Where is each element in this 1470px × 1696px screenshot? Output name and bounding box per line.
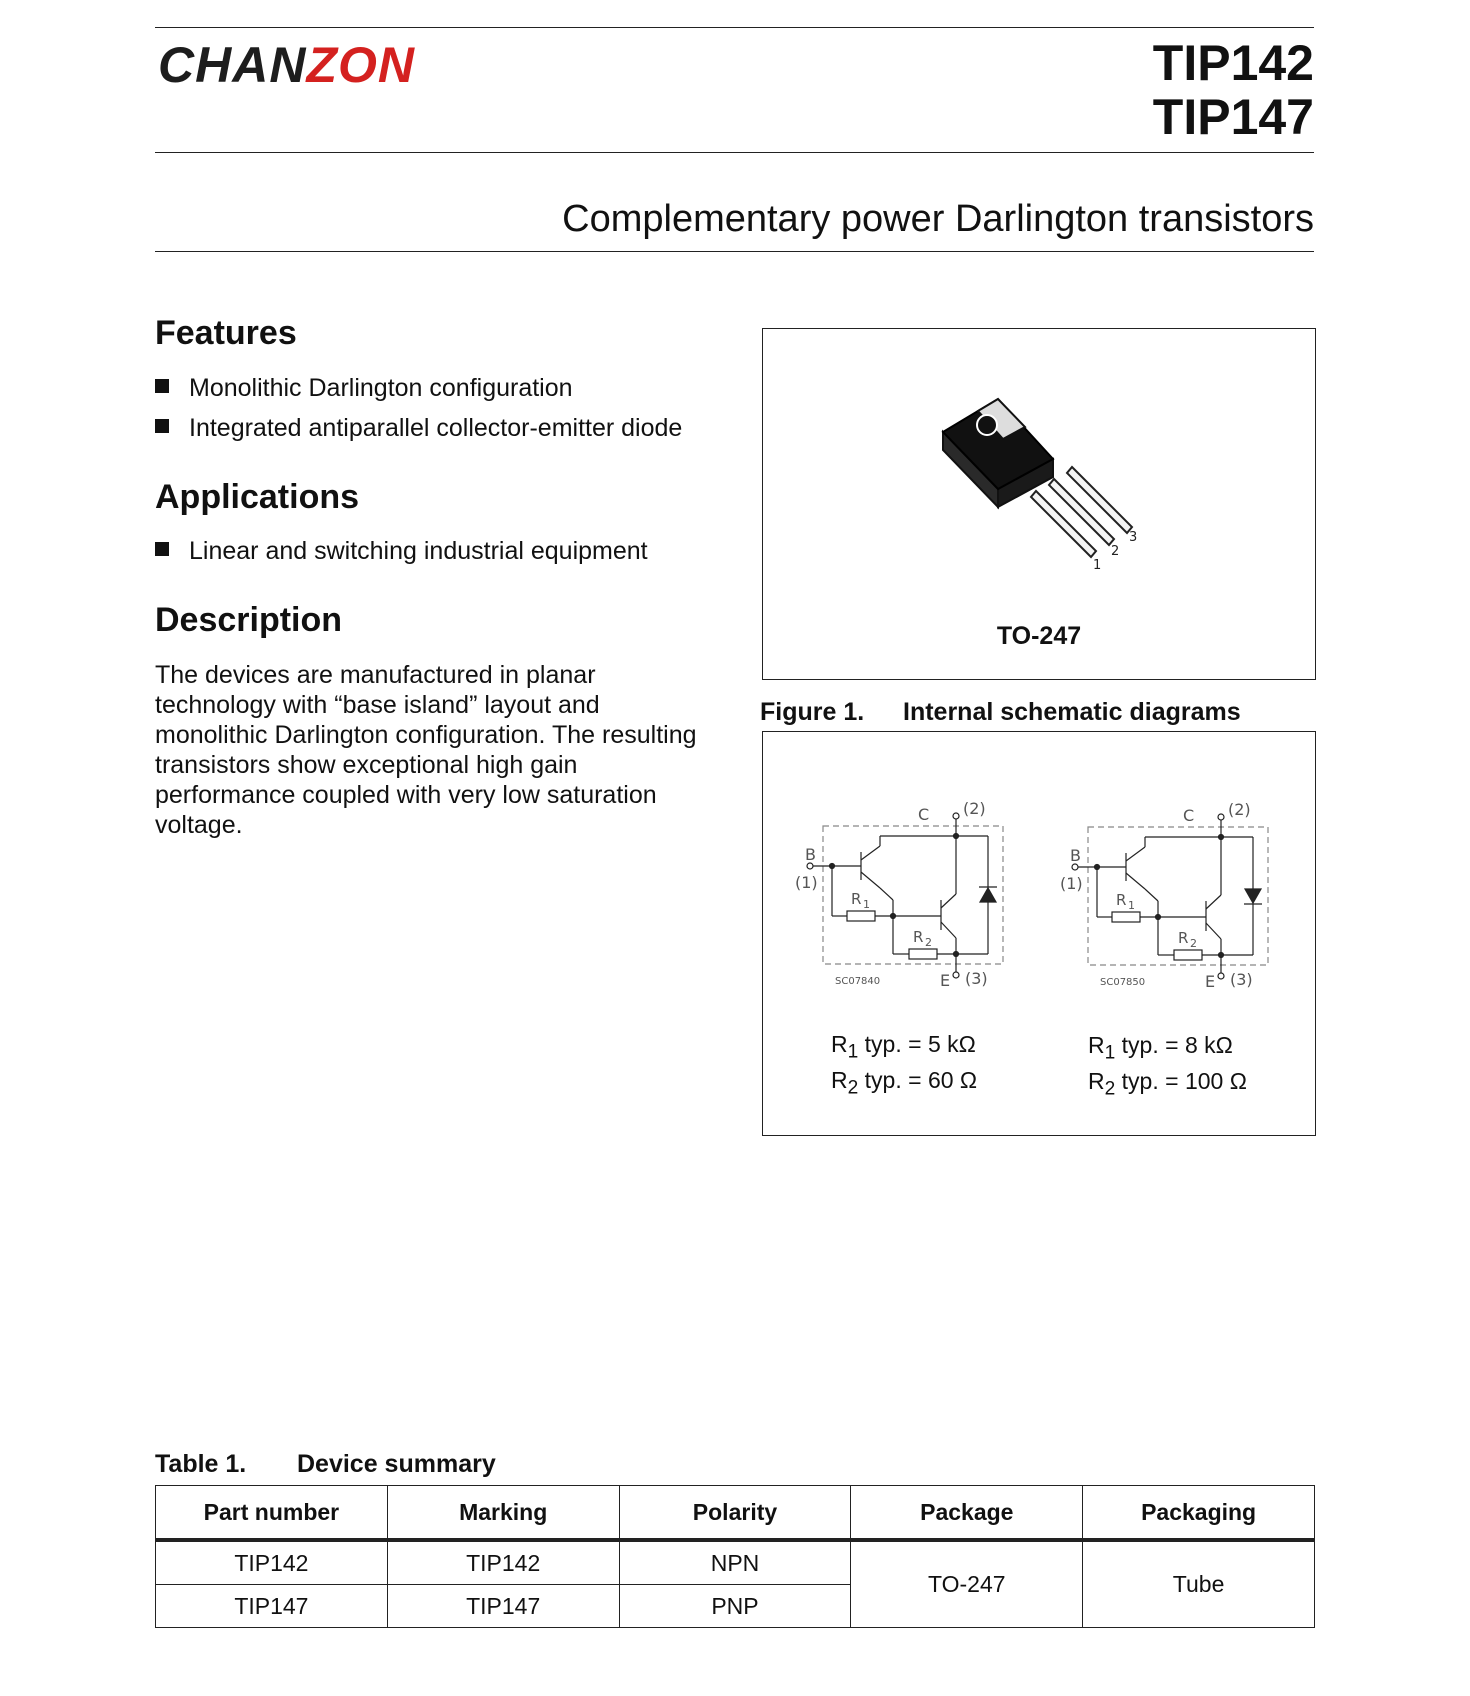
cell-marking: TIP147	[387, 1585, 619, 1628]
svg-text:(1): (1)	[1060, 874, 1083, 893]
cell-part: TIP147	[156, 1585, 388, 1628]
part-number-2: TIP147	[1152, 89, 1314, 145]
description-heading: Description	[155, 601, 343, 639]
r1-value-npn: $R_1$ typ. = 5 kΩ	[831, 1031, 976, 1063]
feature-item: Integrated antiparallel collector-emitter diode	[155, 414, 682, 443]
table-row	[156, 1540, 1315, 1585]
applications-heading: Applications	[155, 478, 360, 516]
r2-value-npn: $R_2$ typ. = 60 Ω	[831, 1067, 978, 1099]
top-rule	[155, 27, 1314, 28]
svg-text:2: 2	[925, 936, 932, 949]
svg-text:B: B	[1070, 846, 1081, 865]
figure-caption: Figure 1. Internal schematic diagrams	[760, 698, 1241, 726]
feature-item: Monolithic Darlington configuration	[155, 374, 573, 403]
cell-marking: TIP142	[387, 1540, 619, 1585]
cell-packaging: Tube	[1083, 1540, 1315, 1628]
header-rule	[155, 152, 1314, 153]
cell-package: TO-247	[851, 1540, 1083, 1628]
svg-text:C: C	[918, 805, 930, 824]
svg-text:R: R	[851, 890, 862, 908]
header-part-number: Part number	[156, 1486, 388, 1541]
header-package: Package	[851, 1486, 1083, 1541]
darlington-schematic-pnp	[1048, 791, 1318, 1011]
svg-text:C: C	[1183, 806, 1195, 825]
package-figure-box	[762, 328, 1316, 680]
svg-text:(2): (2)	[963, 799, 986, 818]
svg-text:B: B	[805, 845, 816, 864]
svg-text:R: R	[1116, 891, 1127, 909]
svg-text:SC07840: SC07840	[835, 976, 881, 987]
svg-text:E: E	[940, 971, 951, 990]
svg-text:E: E	[1205, 972, 1216, 991]
header-polarity: Polarity	[619, 1486, 851, 1541]
header-packaging: Packaging	[1083, 1486, 1315, 1541]
svg-text:R: R	[913, 928, 924, 946]
features-heading: Features	[155, 314, 297, 352]
r2-value-pnp: $R_2$ typ. = 100 Ω	[1088, 1068, 1247, 1100]
header-marking: Marking	[387, 1486, 619, 1541]
darlington-schematic-npn	[783, 790, 1053, 1010]
description-text: The devices are manufactured in planar technology with “base island” layout and monolithic Darlington configuration. The resulting transistors show exceptional high gain performance coupled with very low saturation voltage.	[155, 661, 697, 839]
table-header-row	[156, 1486, 1315, 1541]
svg-text:(2): (2)	[1228, 800, 1251, 819]
svg-text:(3): (3)	[965, 969, 988, 988]
svg-text:2: 2	[1190, 937, 1197, 950]
part-number-1: TIP142	[1152, 35, 1314, 91]
schematic-figure-box	[762, 731, 1316, 1136]
svg-text:SC07850: SC07850	[1100, 977, 1146, 988]
cell-polarity: NPN	[619, 1540, 851, 1585]
brand-logo: CHANZON	[158, 37, 415, 93]
r1-value-pnp: $R_1$ typ. = 8 kΩ	[1088, 1032, 1233, 1064]
bullet-icon	[155, 542, 169, 556]
application-item: Linear and switching industrial equipment	[155, 537, 648, 566]
bullet-icon	[155, 379, 169, 393]
cell-polarity: PNP	[619, 1585, 851, 1628]
cell-part: TIP142	[156, 1540, 388, 1585]
subtitle-rule	[155, 251, 1314, 252]
table-caption: Table 1. Device summary	[155, 1450, 496, 1478]
device-summary-table	[155, 1485, 1315, 1628]
svg-text:(1): (1)	[795, 873, 818, 892]
bullet-icon	[155, 419, 169, 433]
pin-label: 3	[1129, 530, 1138, 545]
pin-label: 1	[1093, 558, 1102, 573]
svg-text:R: R	[1178, 929, 1189, 947]
svg-text:1: 1	[1128, 899, 1135, 912]
pin-label: 2	[1111, 544, 1120, 559]
document-subtitle: Complementary power Darlington transistors	[562, 198, 1314, 240]
svg-text:1: 1	[863, 898, 870, 911]
package-label: TO-247	[996, 622, 1082, 650]
svg-text:(3): (3)	[1230, 970, 1253, 989]
